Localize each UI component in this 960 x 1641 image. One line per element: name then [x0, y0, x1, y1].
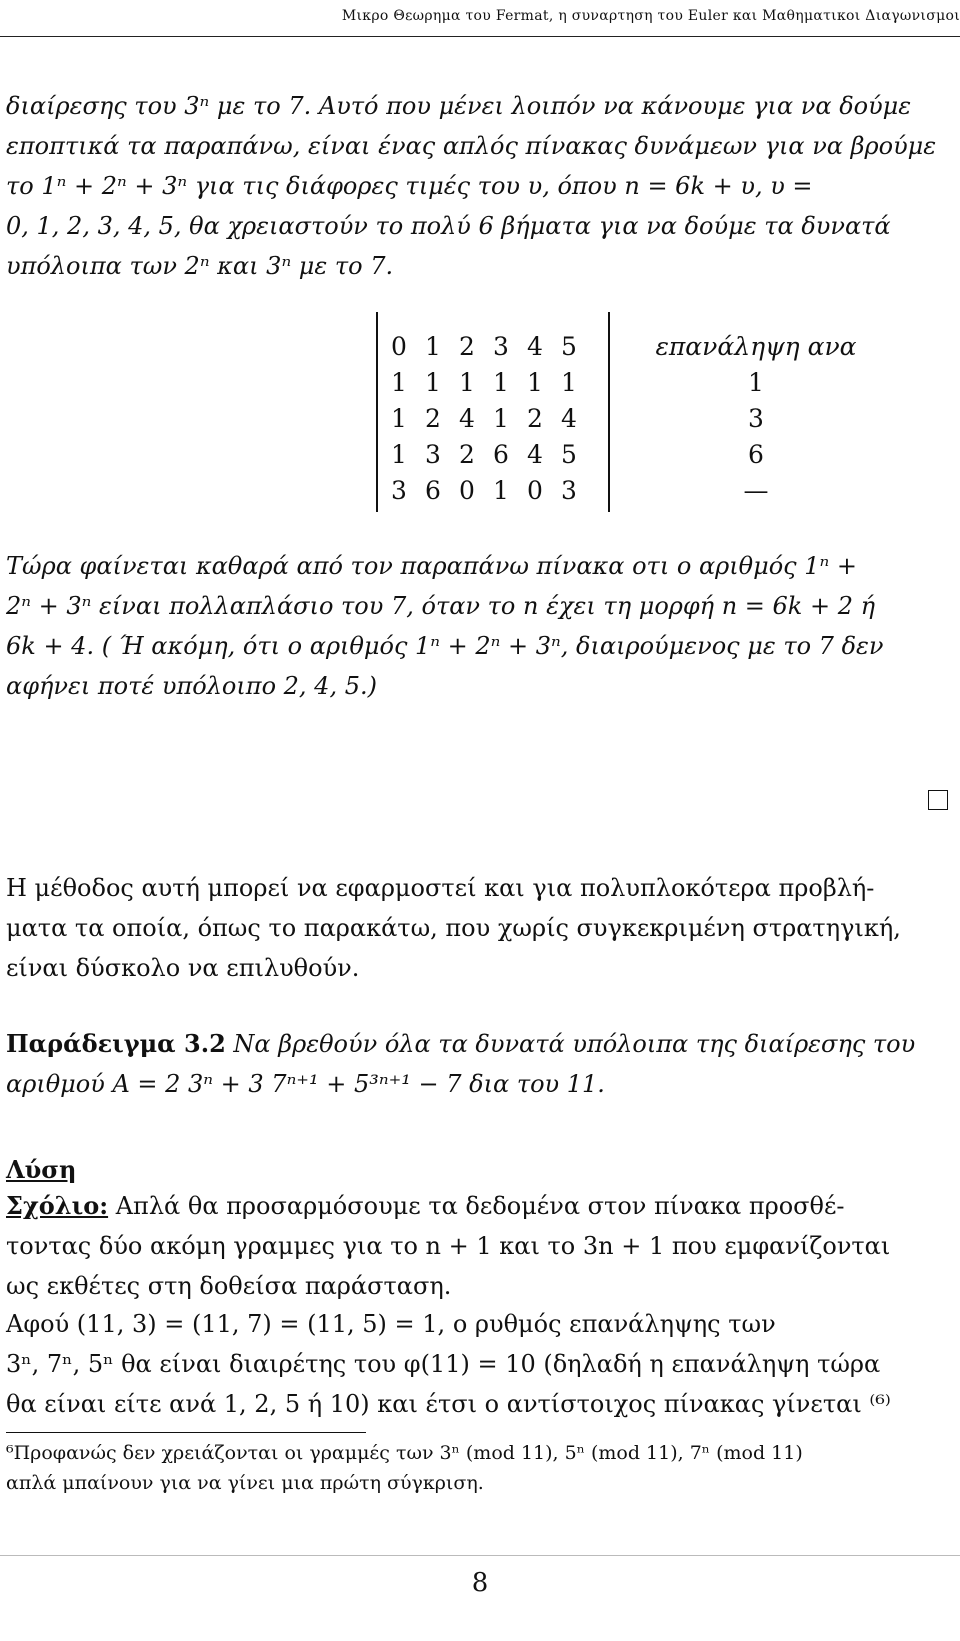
text-line — [6, 1186, 954, 1226]
comment-block — [6, 1186, 954, 1306]
text-line — [6, 1024, 954, 1064]
cell: 1 — [391, 404, 407, 433]
footnote — [6, 1438, 954, 1498]
text-line: εποπτικά τα παραπάνω, είναι ένας απλός πίνακας δυνάμεων για να βρούμε — [6, 132, 937, 160]
cell: 1 — [425, 368, 441, 397]
paragraph-gcd — [6, 1304, 954, 1424]
cell: 6 — [493, 440, 509, 469]
text-line: ματα τα οποία, όπως το παρακάτω, που χωρίς συγκεκριμένη στρατηγική, — [6, 914, 901, 942]
cell: 0 — [391, 332, 407, 361]
example-text: Να βρεθούν όλα τα δυνατά υπόλοιπα της διαίρεσης του — [233, 1030, 916, 1058]
text-line: τοντας δύο ακόμη γραμμες για το n + 1 και το 3n + 1 που εμφανίζονται — [6, 1232, 891, 1260]
text-line: Τώρα φαίνεται καθαρά από τον παραπάνω πίνακα οτι ο αριθμός 1ⁿ + — [6, 552, 857, 580]
solution-label: Λύση — [6, 1155, 77, 1184]
text-line: 6k + 4. ( Ή ακόμη, ότι ο αριθμός 1ⁿ + 2ⁿ + 3ⁿ, διαιρούμενος με το 7 δεν — [6, 632, 884, 660]
repeat-cell: επανάληψη ανα — [655, 332, 857, 361]
text-line: το 1ⁿ + 2ⁿ + 3ⁿ για τις διάφορες τιμές του υ, όπου n = 6k + υ, υ = — [6, 172, 813, 200]
cell: 2 — [527, 404, 543, 433]
comment-text: Απλά θα προσαρμόσουμε τα δεδομένα στον πίνακα προσθέ- — [115, 1192, 845, 1220]
table-divider-left — [376, 312, 378, 512]
comment-label: Σχόλιο: — [6, 1191, 109, 1220]
text-line: 3ⁿ, 7ⁿ, 5ⁿ θα είναι διαιρέτης του φ(11) = 10 (δηλαδή η επανάληψη τώρα — [6, 1350, 881, 1378]
text-line: ως εκθέτες στη δοθείσα παράσταση. — [6, 1272, 452, 1300]
paragraph-conclusion — [6, 546, 954, 706]
qed-square-icon — [928, 790, 948, 810]
text-line: ⁶Προφανώς δεν χρειάζονται οι γραμμές των 3ⁿ (mod 11), 5ⁿ (mod 11), 7ⁿ (mod 11) — [6, 1442, 803, 1464]
text-line: είναι δύσκολο να επιλυθούν. — [6, 954, 360, 982]
cell: 4 — [527, 440, 543, 469]
cell: 6 — [425, 476, 441, 505]
cell: 1 — [391, 368, 407, 397]
cell: 1 — [493, 404, 509, 433]
cell: 4 — [561, 404, 577, 433]
cell: 4 — [459, 404, 475, 433]
paragraph-intro — [6, 86, 954, 286]
cell: 0 — [459, 476, 475, 505]
text-line: 0, 1, 2, 3, 4, 5, θα χρειαστούν το πολύ 6 βήματα για να δούμε τα δυνατά — [6, 212, 891, 240]
text-line: θα είναι είτε ανά 1, 2, 5 ή 10) και έτσι ο αντίστοιχος πίνακας γίνεται ⁽⁶⁾ — [6, 1390, 891, 1418]
cell: 1 — [391, 440, 407, 469]
solution-heading — [6, 1150, 954, 1190]
header-rule — [0, 36, 960, 37]
cell: 3 — [425, 440, 441, 469]
cell: 2 — [459, 332, 475, 361]
cell: 1 — [493, 368, 509, 397]
example-label: Παράδειγμα 3.2 — [6, 1029, 226, 1058]
running-header: Μικρο Θεωρημα του Fermat, η συναρτηση του Euler και Μαθηματικοι Διαγωνισμοι — [341, 8, 960, 24]
cell: 3 — [561, 476, 577, 505]
text-line: αριθμού A = 2 3ⁿ + 3 7ⁿ⁺¹ + 5³ⁿ⁺¹ − 7 δια του 11. — [6, 1070, 605, 1098]
row-values — [391, 476, 595, 505]
text-line: Η μέθοδος αυτή μπορεί να εφαρμοστεί και για πολυπλοκότερα προβλή- — [6, 874, 875, 902]
cell: 1 — [527, 368, 543, 397]
example-block — [6, 1024, 954, 1104]
cell: 1 — [425, 332, 441, 361]
repeat-cell: 1 — [748, 368, 764, 397]
row-values — [391, 368, 595, 397]
text-line: αφήνει ποτέ υπόλοιπο 2, 4, 5.) — [6, 672, 377, 700]
cell: 4 — [527, 332, 543, 361]
row-values — [391, 404, 595, 433]
cell: 1 — [493, 476, 509, 505]
cell: 3 — [493, 332, 509, 361]
cell: 3 — [391, 476, 407, 505]
text-line: διαίρεσης του 3ⁿ με το 7. Αυτό που μένει λοιπόν να κάνουμε για να δούμε — [6, 92, 912, 120]
cell: 1 — [459, 368, 475, 397]
cell: 2 — [459, 440, 475, 469]
footer-rule — [0, 1555, 960, 1556]
footnote-rule — [6, 1432, 366, 1433]
cell: 5 — [561, 440, 577, 469]
text-line: 2ⁿ + 3ⁿ είναι πολλαπλάσιο του 7, όταν το n έχει τη μορφή n = 6k + 2 ή — [6, 592, 875, 620]
cell: 5 — [561, 332, 577, 361]
row-values — [391, 332, 595, 361]
text-line: υπόλοιπα των 2ⁿ και 3ⁿ με το 7. — [6, 252, 394, 280]
text-line: απλά μπαίνουν για να γίνει μια πρώτη σύγκριση. — [6, 1472, 484, 1494]
row-values — [391, 440, 595, 469]
table-divider-right — [608, 312, 610, 512]
text-line: Αφού (11, 3) = (11, 7) = (11, 5) = 1, ο ρυθμός επανάληψης των — [6, 1310, 776, 1338]
paragraph-method — [6, 868, 954, 988]
page-number: 8 — [471, 1568, 489, 1598]
cell: 2 — [425, 404, 441, 433]
repeat-cell: 6 — [748, 440, 764, 469]
cell: 1 — [561, 368, 577, 397]
cell: 0 — [527, 476, 543, 505]
repeat-cell: 3 — [748, 404, 764, 433]
repeat-cell: — — [743, 476, 769, 505]
